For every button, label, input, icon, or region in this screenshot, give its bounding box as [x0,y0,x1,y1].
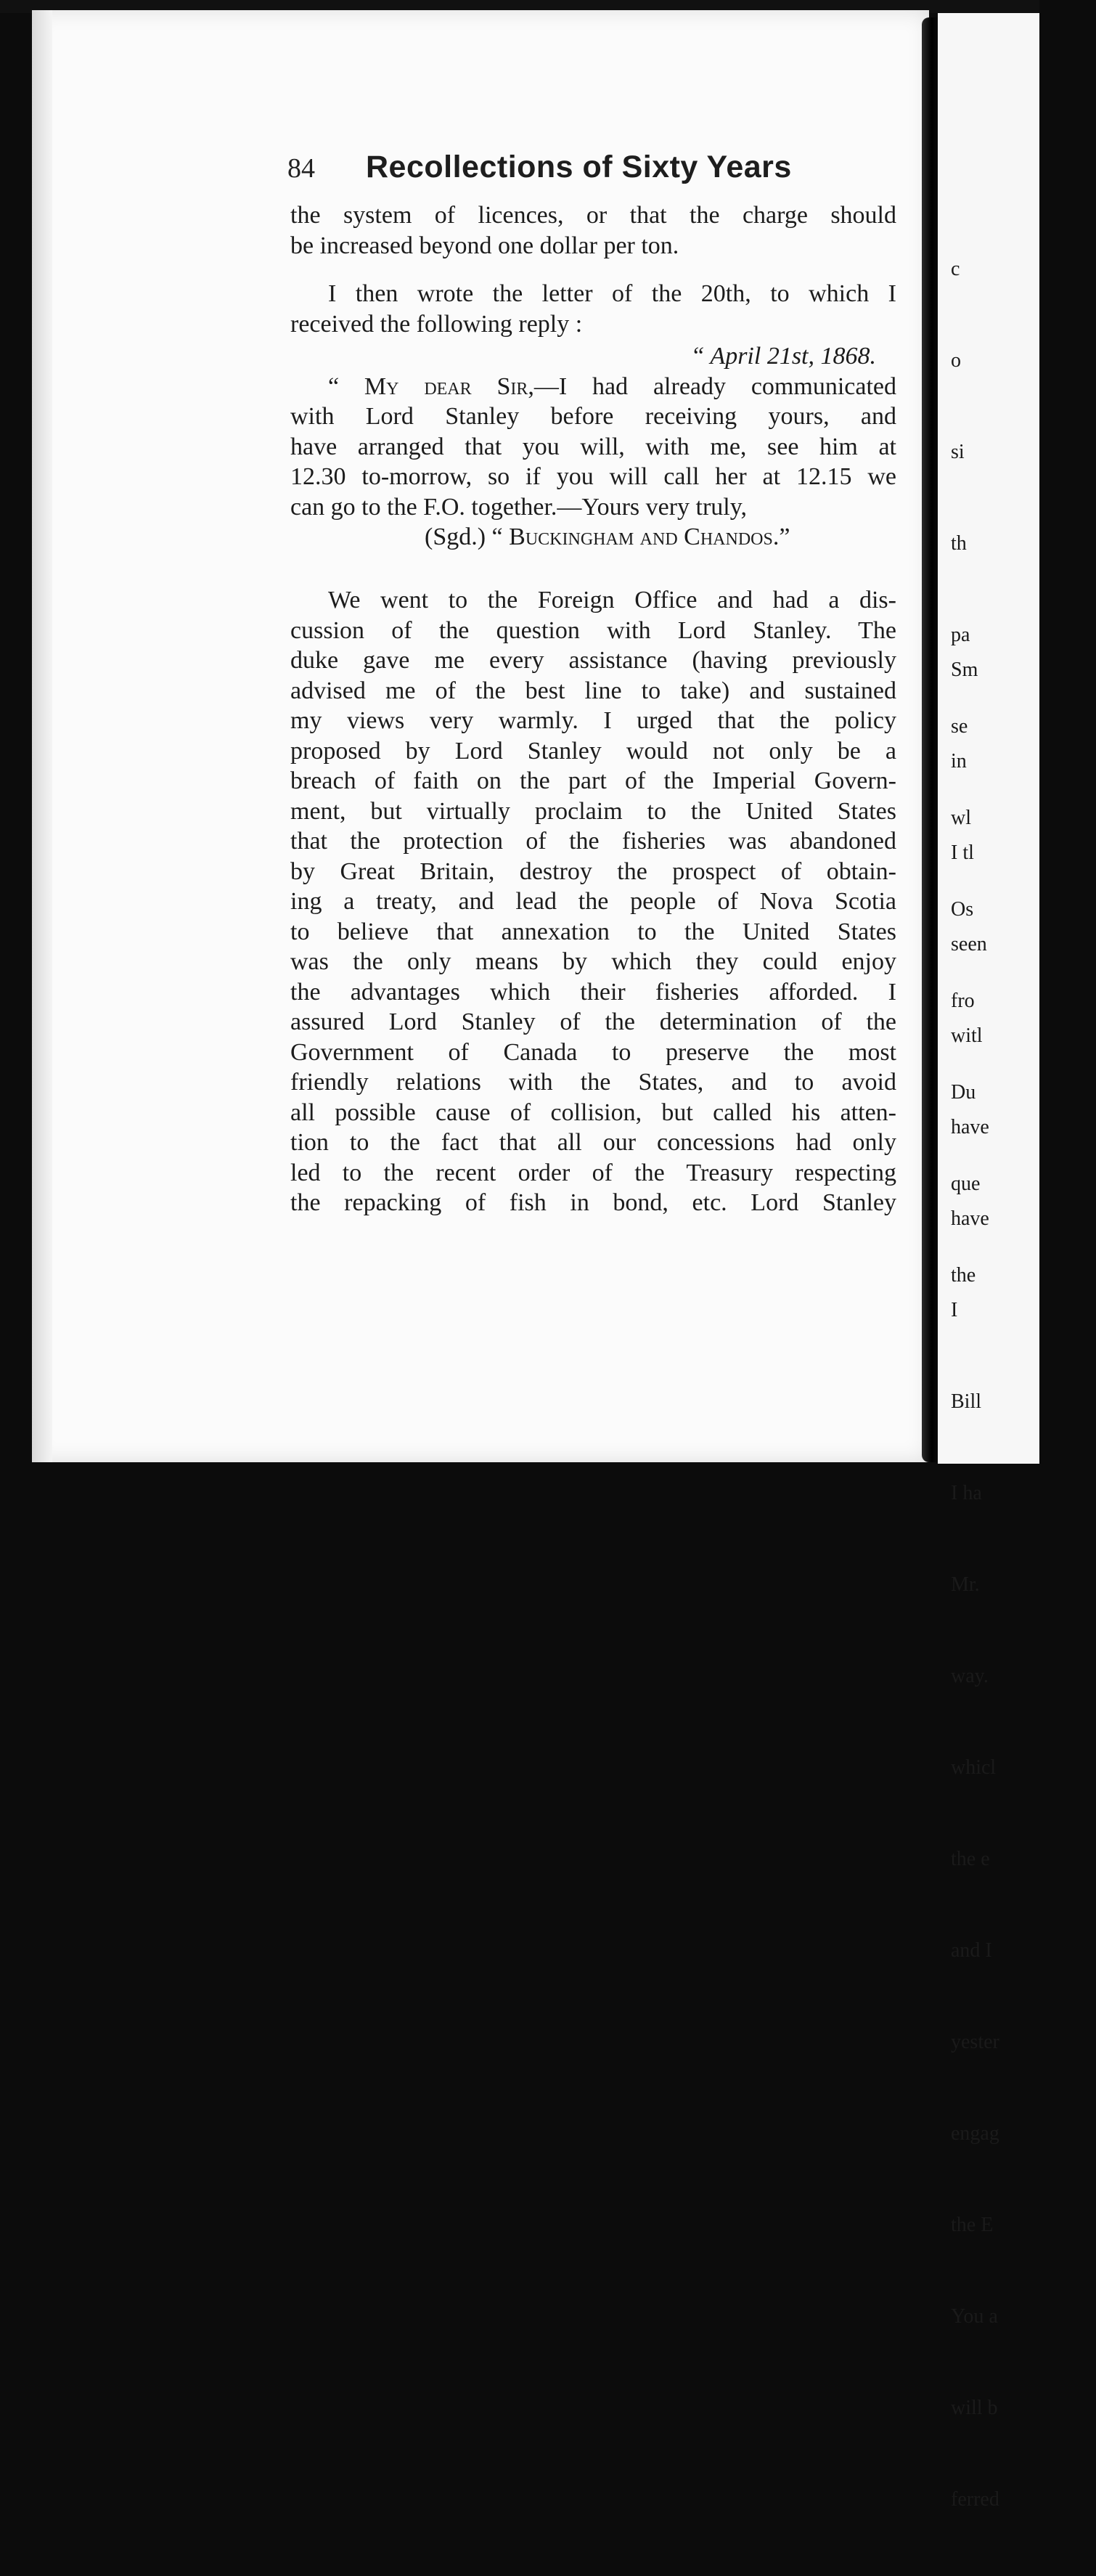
text-line: by Great Britain, destroy the prospect of obtain- [290,857,896,885]
facing-line: Du [951,1081,976,1104]
page-number: 84 [287,153,315,184]
text-line: received the following reply : [290,310,583,338]
text-line: duke gave me every assistance (having previously [290,647,896,674]
facing-line: have [951,1207,989,1230]
facing-line: Os [951,898,974,921]
facing-line: I [951,1299,958,1321]
running-header [287,150,893,193]
text-line: advised me of the best line to take) and sustained [290,677,896,704]
facing-page [938,13,1039,2511]
facing-line: Mr. [951,1573,980,1596]
text-line: Government of Canada to preserve the most [290,1038,896,1066]
text-line: the repacking of fish in bond, etc. Lord Stanley [290,1189,896,1216]
facing-line: the E [951,2214,994,2236]
facing-line: You a [951,2305,998,2328]
facing-line: way. [951,1665,989,1687]
page-edge [32,10,52,1462]
text-line: I then wrote the letter of the 20th, to which I [328,280,896,307]
facing-line: fro [951,990,975,1012]
facing-line: in [951,750,967,773]
facing-line: engag [951,2122,999,2145]
facing-line: seen [951,933,987,955]
text-line: breach of faith on the part of the Imperial Govern- [290,767,896,794]
letter-date: “ April 21st, 1868. [690,343,876,370]
facing-line: que [951,1173,981,1195]
text-line: with Lord Stanley before receiving yours, and [290,403,896,430]
text-line: ment, but virtually proclaim to the United States [290,797,896,825]
facing-line: o [951,349,961,372]
text-line: all possible cause of collision, but called his atten- [290,1099,896,1126]
text-line: tion to the fact that all our concessions had only [290,1129,896,1156]
facing-line: I ha [951,1482,982,1504]
facing-line: witl [951,1024,983,1047]
facing-line: yester [951,2031,999,2053]
facing-line: c [951,258,960,280]
facing-page-block-2 [951,594,1096,2576]
paragraph-1 [290,200,896,261]
text-line: that the protection of the fisheries was abandoned [290,828,896,855]
paragraph-3 [290,585,896,1218]
facing-line: and I [951,1939,992,1962]
text-line: cussion of the question with Lord Stanley. The [290,616,896,644]
letter-line-start: —I had already communicated [533,372,896,400]
text-line: was the only means by which they could enjoy [290,948,896,975]
letter-signature-line [290,522,896,553]
facing-line: pa [951,624,970,646]
facing-line: se [951,715,968,738]
text-line: We went to the Foreign Office and had a dis- [328,587,896,614]
facing-line: Bill [951,1390,982,1413]
paragraph-2 [290,279,896,339]
running-title: Recollections of Sixty Years [366,150,792,184]
text-line: my views very warmly. I urged that the policy [290,707,896,734]
facing-line: si [951,441,965,463]
salutation: “ My dear Sir, [328,372,534,400]
letter-block [290,341,896,553]
signature: Buckingham and Chandos.” [509,523,790,550]
text-line: to believe that annexation to the United States [290,918,896,945]
text-line: ing a treaty, and lead the people of Nova Scotia [290,888,896,915]
text-line: assured Lord Stanley of the determination of the [290,1008,896,1035]
letter-first-line [290,372,896,402]
text-line: proposed by Lord Stanley would not only be a [290,737,896,765]
text-line: the system of licences, or that the charge should [290,202,896,229]
text-line: the advantages which their fisheries afforded. I [290,978,896,1006]
facing-line: th [951,532,967,555]
facing-line: I tl [951,841,974,864]
facing-line: ferred [951,2488,999,2511]
text-line: led to the recent order of the Treasury respecting [290,1159,896,1186]
text-line: have arranged that you will, with me, see him at [290,433,896,460]
facing-line: wl [951,807,971,829]
facing-line: will b [951,2397,998,2419]
facing-line: the [951,1264,976,1287]
facing-line: Sm [951,659,978,681]
facing-line: have [951,1116,989,1138]
facing-line: whicl [951,1756,997,1779]
facing-line: the e [951,1848,990,1870]
signature-prefix: (Sgd.) “ [425,523,503,550]
text-line: friendly relations with the States, and to avoid [290,1069,896,1096]
text-line: be increased beyond one dollar per ton. [290,232,679,259]
text-line: 12.30 to-morrow, so if you will call her at 12.15 we [290,463,896,490]
text-line: can go to the F.O. together.—Yours very truly, [290,493,748,521]
